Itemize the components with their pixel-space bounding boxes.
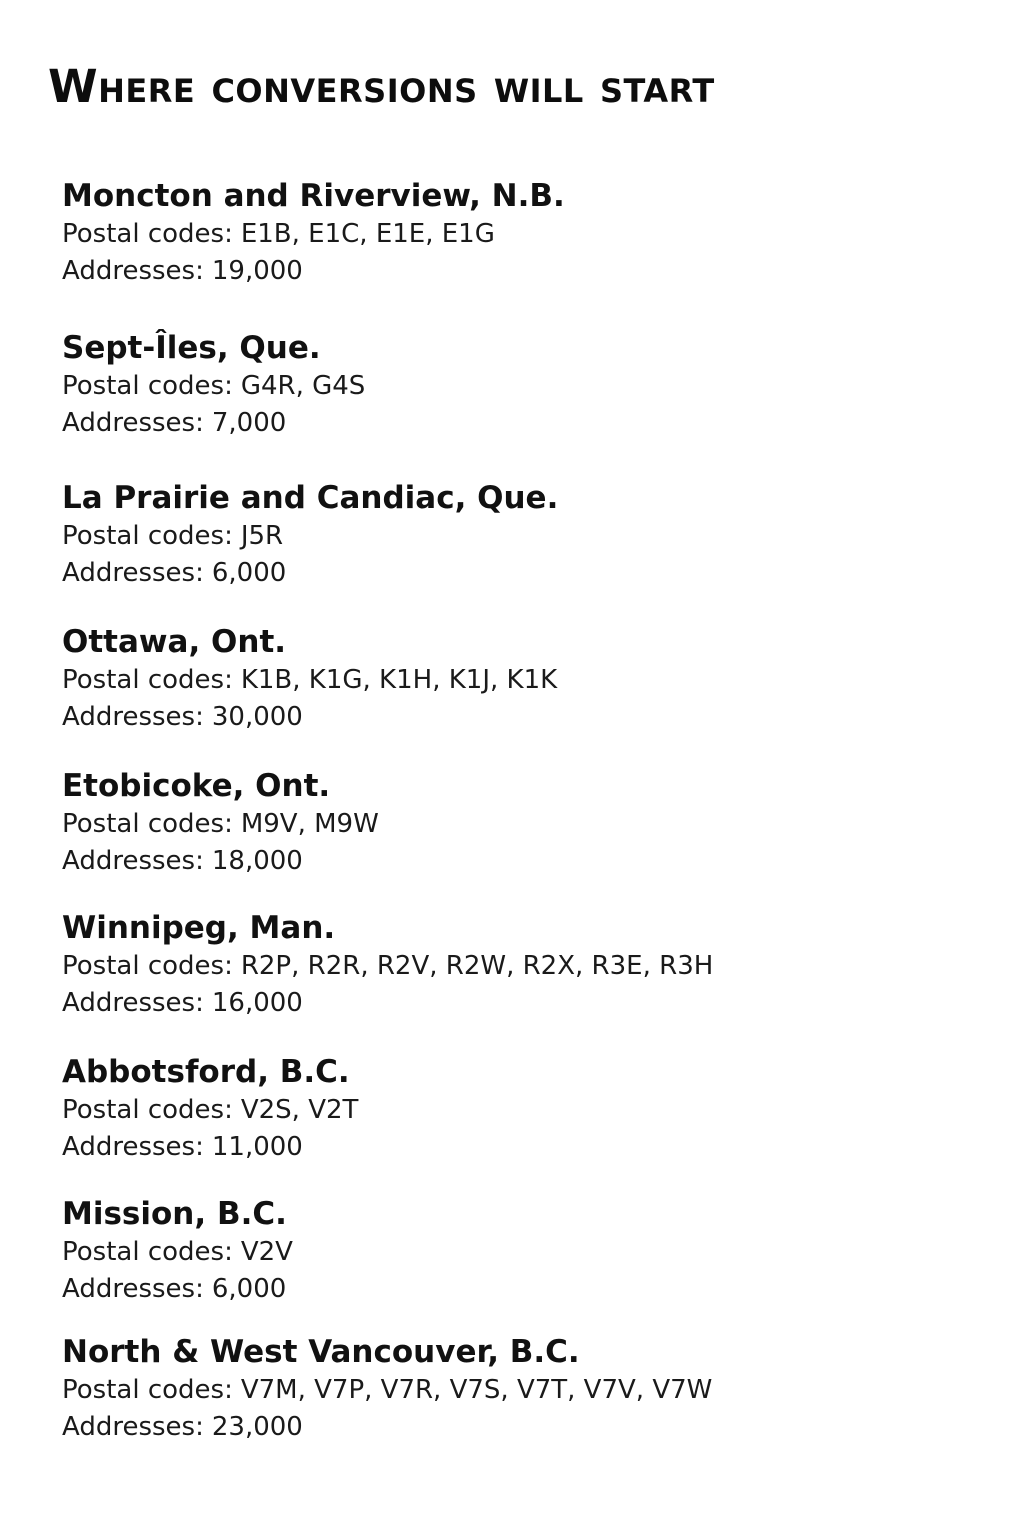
location-name: Mission, B.C. [62, 1196, 287, 1232]
addresses [62, 699, 1002, 736]
addresses-value: 19,000 [211, 256, 303, 286]
location-name: Abbotsford, B.C. [62, 1054, 350, 1090]
addresses [62, 985, 1002, 1022]
addresses-label: Addresses: [62, 256, 204, 286]
postal-codes-label: Postal codes: [62, 1095, 233, 1125]
postal-codes-label: Postal codes: [62, 809, 233, 839]
addresses-label: Addresses: [62, 1274, 204, 1304]
addresses [62, 843, 1002, 880]
postal-codes-value: K1B, K1G, K1H, K1J, K1K [240, 665, 558, 695]
location-name: Moncton and Riverview, N.B. [62, 178, 565, 214]
postal-codes-label: Postal codes: [62, 951, 233, 981]
addresses-value: 23,000 [211, 1412, 303, 1442]
addresses-label: Addresses: [62, 558, 204, 588]
addresses [62, 1409, 1002, 1446]
postal-codes [62, 1092, 1002, 1129]
postal-codes-value: G4R, G4S [240, 371, 366, 401]
addresses-value: 18,000 [211, 846, 303, 876]
postal-codes-label: Postal codes: [62, 371, 233, 401]
addresses [62, 253, 1002, 290]
location-name: La Prairie and Candiac, Que. [62, 480, 559, 516]
location-entry [62, 622, 1002, 736]
addresses-value: 30,000 [211, 702, 303, 732]
addresses [62, 1129, 1002, 1166]
addresses-label: Addresses: [62, 988, 204, 1018]
addresses-label: Addresses: [62, 846, 204, 876]
addresses-label: Addresses: [62, 408, 204, 438]
postal-codes-value: V2S, V2T [240, 1095, 359, 1125]
location-entry [62, 478, 1002, 592]
postal-codes-label: Postal codes: [62, 521, 233, 551]
location-name: North & West Vancouver, B.C. [62, 1334, 580, 1370]
addresses-label: Addresses: [62, 1132, 204, 1162]
location-entry [62, 766, 1002, 880]
addresses [62, 555, 1002, 592]
postal-codes [62, 1372, 1002, 1409]
postal-codes-value: M9V, M9W [240, 809, 379, 839]
postal-codes [62, 1234, 1002, 1271]
postal-codes [62, 662, 1002, 699]
location-name: Sept-Îles, Que. [62, 330, 321, 366]
addresses-value: 6,000 [211, 1274, 287, 1304]
location-entry [62, 176, 1002, 290]
location-name: Ottawa, Ont. [62, 624, 287, 660]
postal-codes [62, 518, 1002, 555]
location-entry [62, 328, 1002, 442]
addresses-value: 16,000 [211, 988, 303, 1018]
location-name: Winnipeg, Man. [62, 910, 336, 946]
location-entry [62, 1332, 1002, 1446]
postal-codes-label: Postal codes: [62, 219, 233, 249]
postal-codes-value: V2V [240, 1237, 293, 1267]
addresses-value: 7,000 [211, 408, 287, 438]
postal-codes-value: V7M, V7P, V7R, V7S, V7T, V7V, V7W [240, 1375, 713, 1405]
postal-codes-value: R2P, R2R, R2V, R2W, R2X, R3E, R3H [240, 951, 714, 981]
addresses-label: Addresses: [62, 702, 204, 732]
location-entry [62, 908, 1002, 1022]
postal-codes [62, 216, 1002, 253]
postal-codes [62, 948, 1002, 985]
postal-codes-label: Postal codes: [62, 1375, 233, 1405]
addresses [62, 405, 1002, 442]
location-entry [62, 1194, 1002, 1308]
location-name: Etobicoke, Ont. [62, 768, 331, 804]
page-title: Where conversions will start [48, 60, 715, 113]
addresses-value: 11,000 [211, 1132, 303, 1162]
postal-codes [62, 368, 1002, 405]
postal-codes [62, 806, 1002, 843]
addresses-value: 6,000 [211, 558, 287, 588]
postal-codes-value: J5R [240, 521, 284, 551]
postal-codes-value: E1B, E1C, E1E, E1G [240, 219, 495, 249]
addresses-label: Addresses: [62, 1412, 204, 1442]
addresses [62, 1271, 1002, 1308]
postal-codes-label: Postal codes: [62, 665, 233, 695]
location-entry [62, 1052, 1002, 1166]
postal-codes-label: Postal codes: [62, 1237, 233, 1267]
